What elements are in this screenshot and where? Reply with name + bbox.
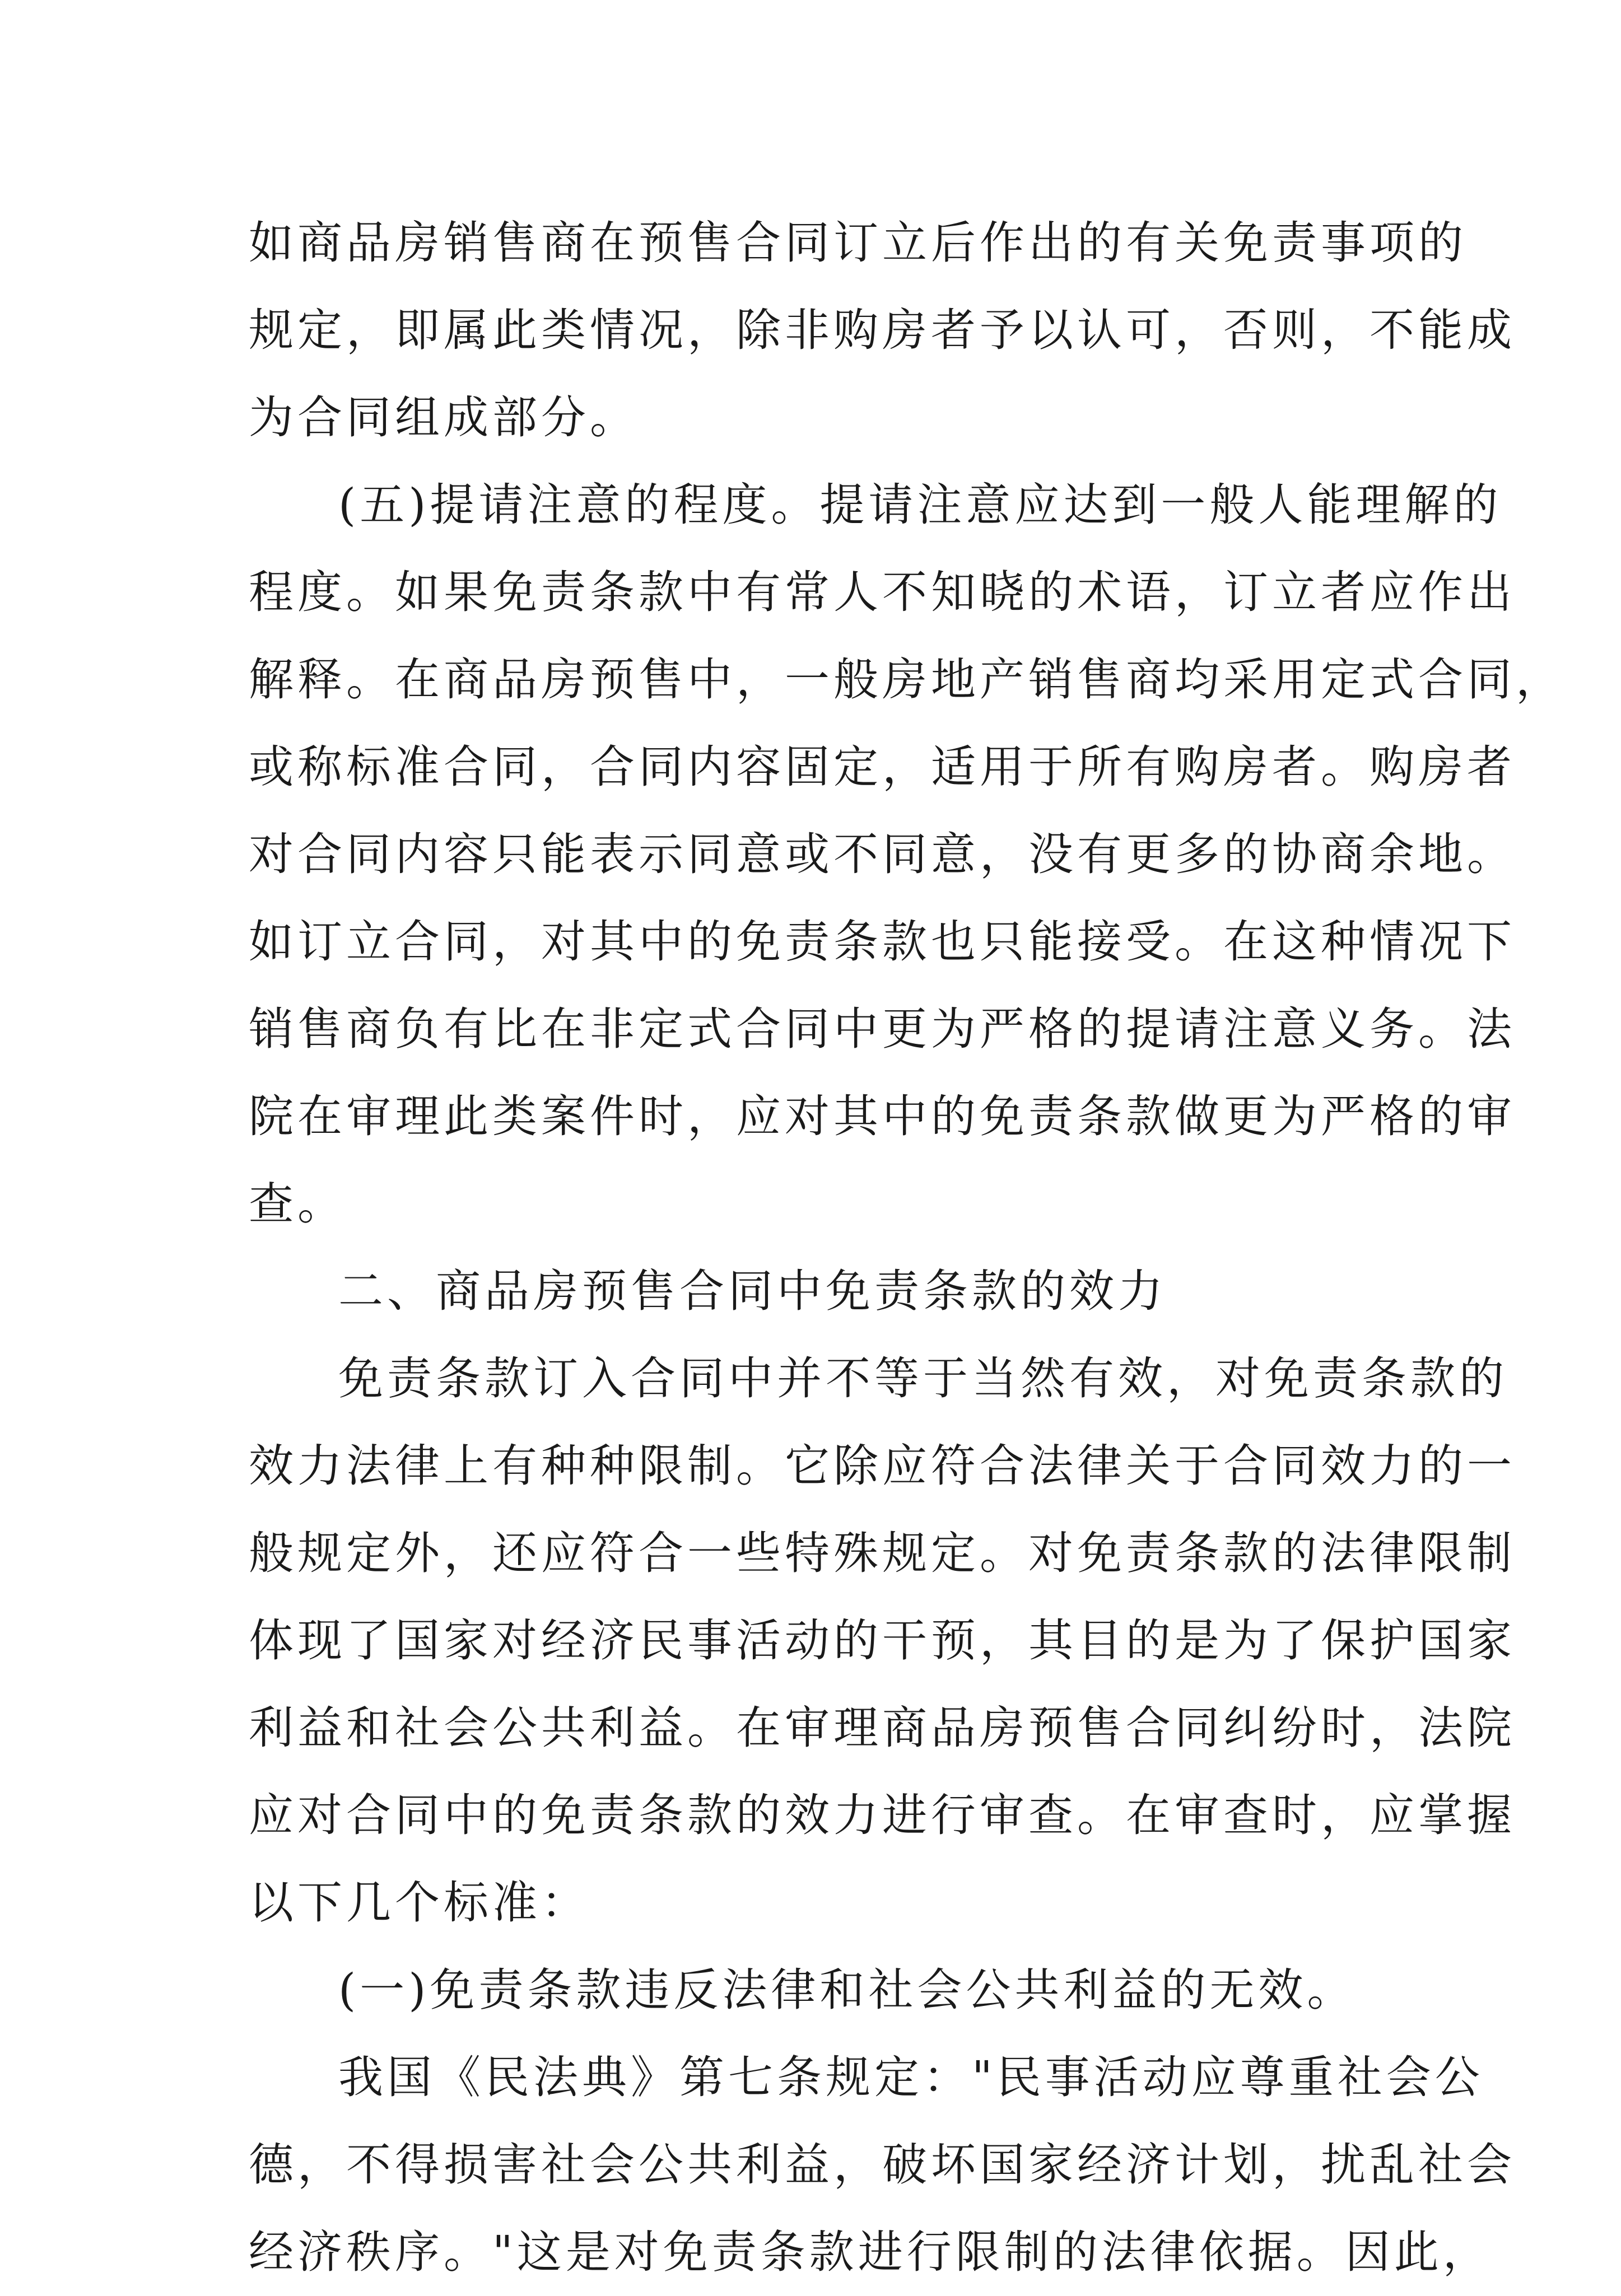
text-line: 以下几个标准： xyxy=(249,1877,590,1929)
text-line: 经济秩序。"这是对免责条款进行限制的法律依据。因此， xyxy=(249,2226,1492,2278)
text-line: 如订立合同，对其中的免责条款也只能接受。在这种情况下 xyxy=(249,916,1516,968)
text-line: 我国《民法典》第七条规定："民事活动应尊重社会公 xyxy=(338,2051,1484,2103)
text-line: 或称标准合同，合同内容固定，适用于所有购房者。购房者 xyxy=(249,741,1516,793)
text-line: 解释。在商品房预售中，一般房地产销售商均采用定式合同， xyxy=(249,654,1564,706)
text-line: 对合同内容只能表示同意或不同意，没有更多的协商余地。 xyxy=(249,828,1516,880)
section-heading: 二、商品房预售合同中免责条款的效力 xyxy=(338,1265,1167,1317)
subsection-heading: (一)免责条款违反法律和社会公共利益的无效。 xyxy=(338,1964,1356,2016)
text-line: 查。 xyxy=(249,1178,346,1230)
text-line: 德，不得损害社会公共利益，破坏国家经济计划，扰乱社会 xyxy=(249,2139,1516,2191)
text-line: 程度。如果免责条款中有常人不知晓的术语，订立者应作出 xyxy=(249,566,1516,618)
text-line: 免责条款订入合同中并不等于当然有效，对免责条款的 xyxy=(338,1352,1508,1404)
text-line: 利益和社会公共利益。在审理商品房预售合同纠纷时，法院 xyxy=(249,1702,1516,1754)
text-line: (五)提请注意的程度。提请注意应达到一般人能理解的 xyxy=(338,479,1502,531)
text-line: 般规定外，还应符合一些特殊规定。对免责条款的法律限制 xyxy=(249,1527,1516,1579)
text-line: 效力法律上有种种限制。它除应符合法律关于合同效力的一 xyxy=(249,1440,1516,1492)
text-line: 院在审理此类案件时，应对其中的免责条款做更为严格的审 xyxy=(249,1090,1516,1142)
text-line: 体现了国家对经济民事活动的干预，其目的是为了保护国家 xyxy=(249,1614,1516,1667)
text-line: 应对合同中的免责条款的效力进行审查。在审查时，应掌握 xyxy=(249,1789,1516,1841)
document-body xyxy=(249,199,1564,2296)
text-line: 如商品房销售商在预售合同订立后作出的有关免责事项的 xyxy=(249,217,1467,269)
text-line: 为合同组成部分。 xyxy=(249,391,639,444)
text-line: 销售商负有比在非定式合同中更为严格的提请注意义务。法 xyxy=(249,1003,1516,1055)
text-line: 规定，即属此类情况，除非购房者予以认可，否则，不能成 xyxy=(249,304,1516,356)
